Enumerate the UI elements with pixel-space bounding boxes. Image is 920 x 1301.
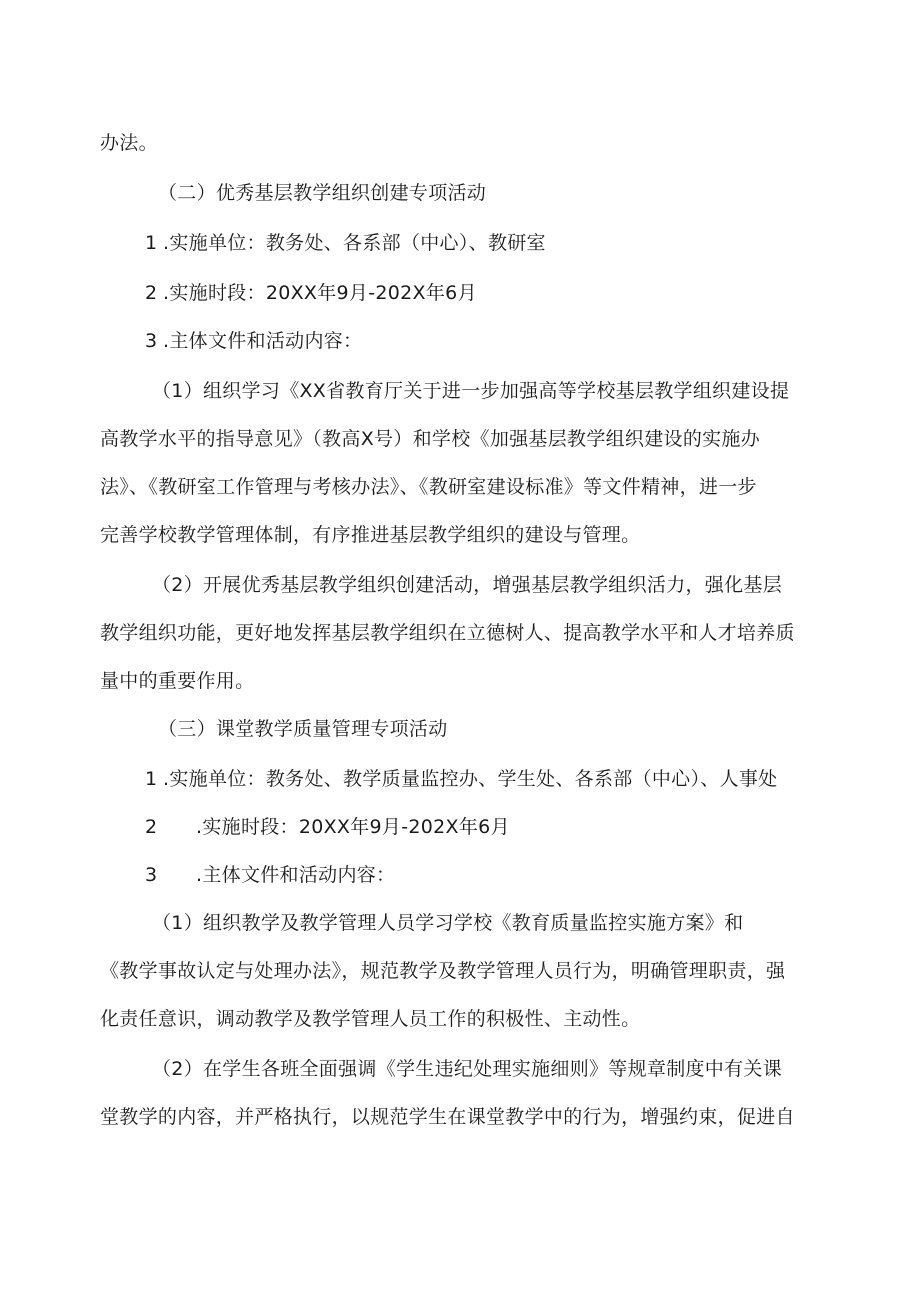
- s2-paragraph-1-line-1: （1）组织学习《XX省教育厅关于进一步加强高等学校基层教学组织建设提: [152, 380, 790, 402]
- s2-paragraph-2-line-3: 量中的重要作用。: [100, 670, 255, 692]
- s3-paragraph-1-line-2: 《教学事故认定与处理办法》，规范教学及教学管理人员行为，明确管理职责，强: [100, 960, 786, 982]
- s2-item1-number: 1: [145, 232, 158, 254]
- section-2-heading: （二）优秀基层教学组织创建专项活动: [158, 182, 487, 204]
- s2-paragraph-1-line-2: 高教学水平的指导意见》（教高X号）和学校《加强基层教学组织建设的实施办: [100, 428, 761, 450]
- s2-item2-number: 2: [145, 282, 158, 304]
- s2-paragraph-1-line-4: 完善学校教学管理体制，有序推进基层教学组织的建设与管理。: [100, 524, 641, 546]
- s3-item1-number: 1: [145, 768, 158, 790]
- s2-paragraph-2-line-1: （2）开展优秀基层教学组织创建活动，增强基层教学组织活力，强化基层: [152, 574, 782, 596]
- s2-paragraph-1-line-3: 法》、《教研室工作管理与考核办法》、《教研室建设标准》等文件精神，进一步: [100, 476, 757, 498]
- s2-item3-text: .主体文件和活动内容：: [163, 330, 363, 352]
- s3-paragraph-2-line-2: 堂教学的内容，并严格执行，以规范学生在课堂教学中的行为，增强约束，促进自: [100, 1106, 795, 1128]
- s3-item3-number: 3: [145, 864, 158, 886]
- continuation-text: 办法。: [100, 132, 158, 154]
- s3-item1-text: .实施单位：教务处、教学质量监控办、学生处、各系部（中心）、人事处: [163, 768, 778, 790]
- s3-item2-number: 2: [145, 816, 158, 838]
- s3-paragraph-2-line-1: （2）在学生各班全面强调《学生违纪处理实施细则》等规章制度中有关课: [152, 1058, 782, 1080]
- s3-item3-text: .主体文件和活动内容：: [196, 864, 396, 886]
- s3-paragraph-1-line-1: （1）组织教学及教学管理人员学习学校《教育质量监控实施方案》和: [152, 912, 744, 934]
- section-3-heading: （三）课堂教学质量管理专项活动: [158, 718, 448, 740]
- s3-paragraph-1-line-3: 化责任意识，调动教学及教学管理人员工作的积极性、主动性。: [100, 1008, 641, 1030]
- s2-item2-text: .实施时段：20XX年9月-202X年6月: [163, 282, 477, 304]
- s2-paragraph-2-line-2: 教学组织功能，更好地发挥基层教学组织在立德树人、提高教学水平和人才培养质: [100, 622, 795, 644]
- s2-item1-text: .实施单位：教务处、各系部（中心）、教研室: [163, 232, 546, 254]
- s3-item2-text: .实施时段：20XX年9月-202X年6月: [196, 816, 510, 838]
- s2-item3-number: 3: [145, 330, 158, 352]
